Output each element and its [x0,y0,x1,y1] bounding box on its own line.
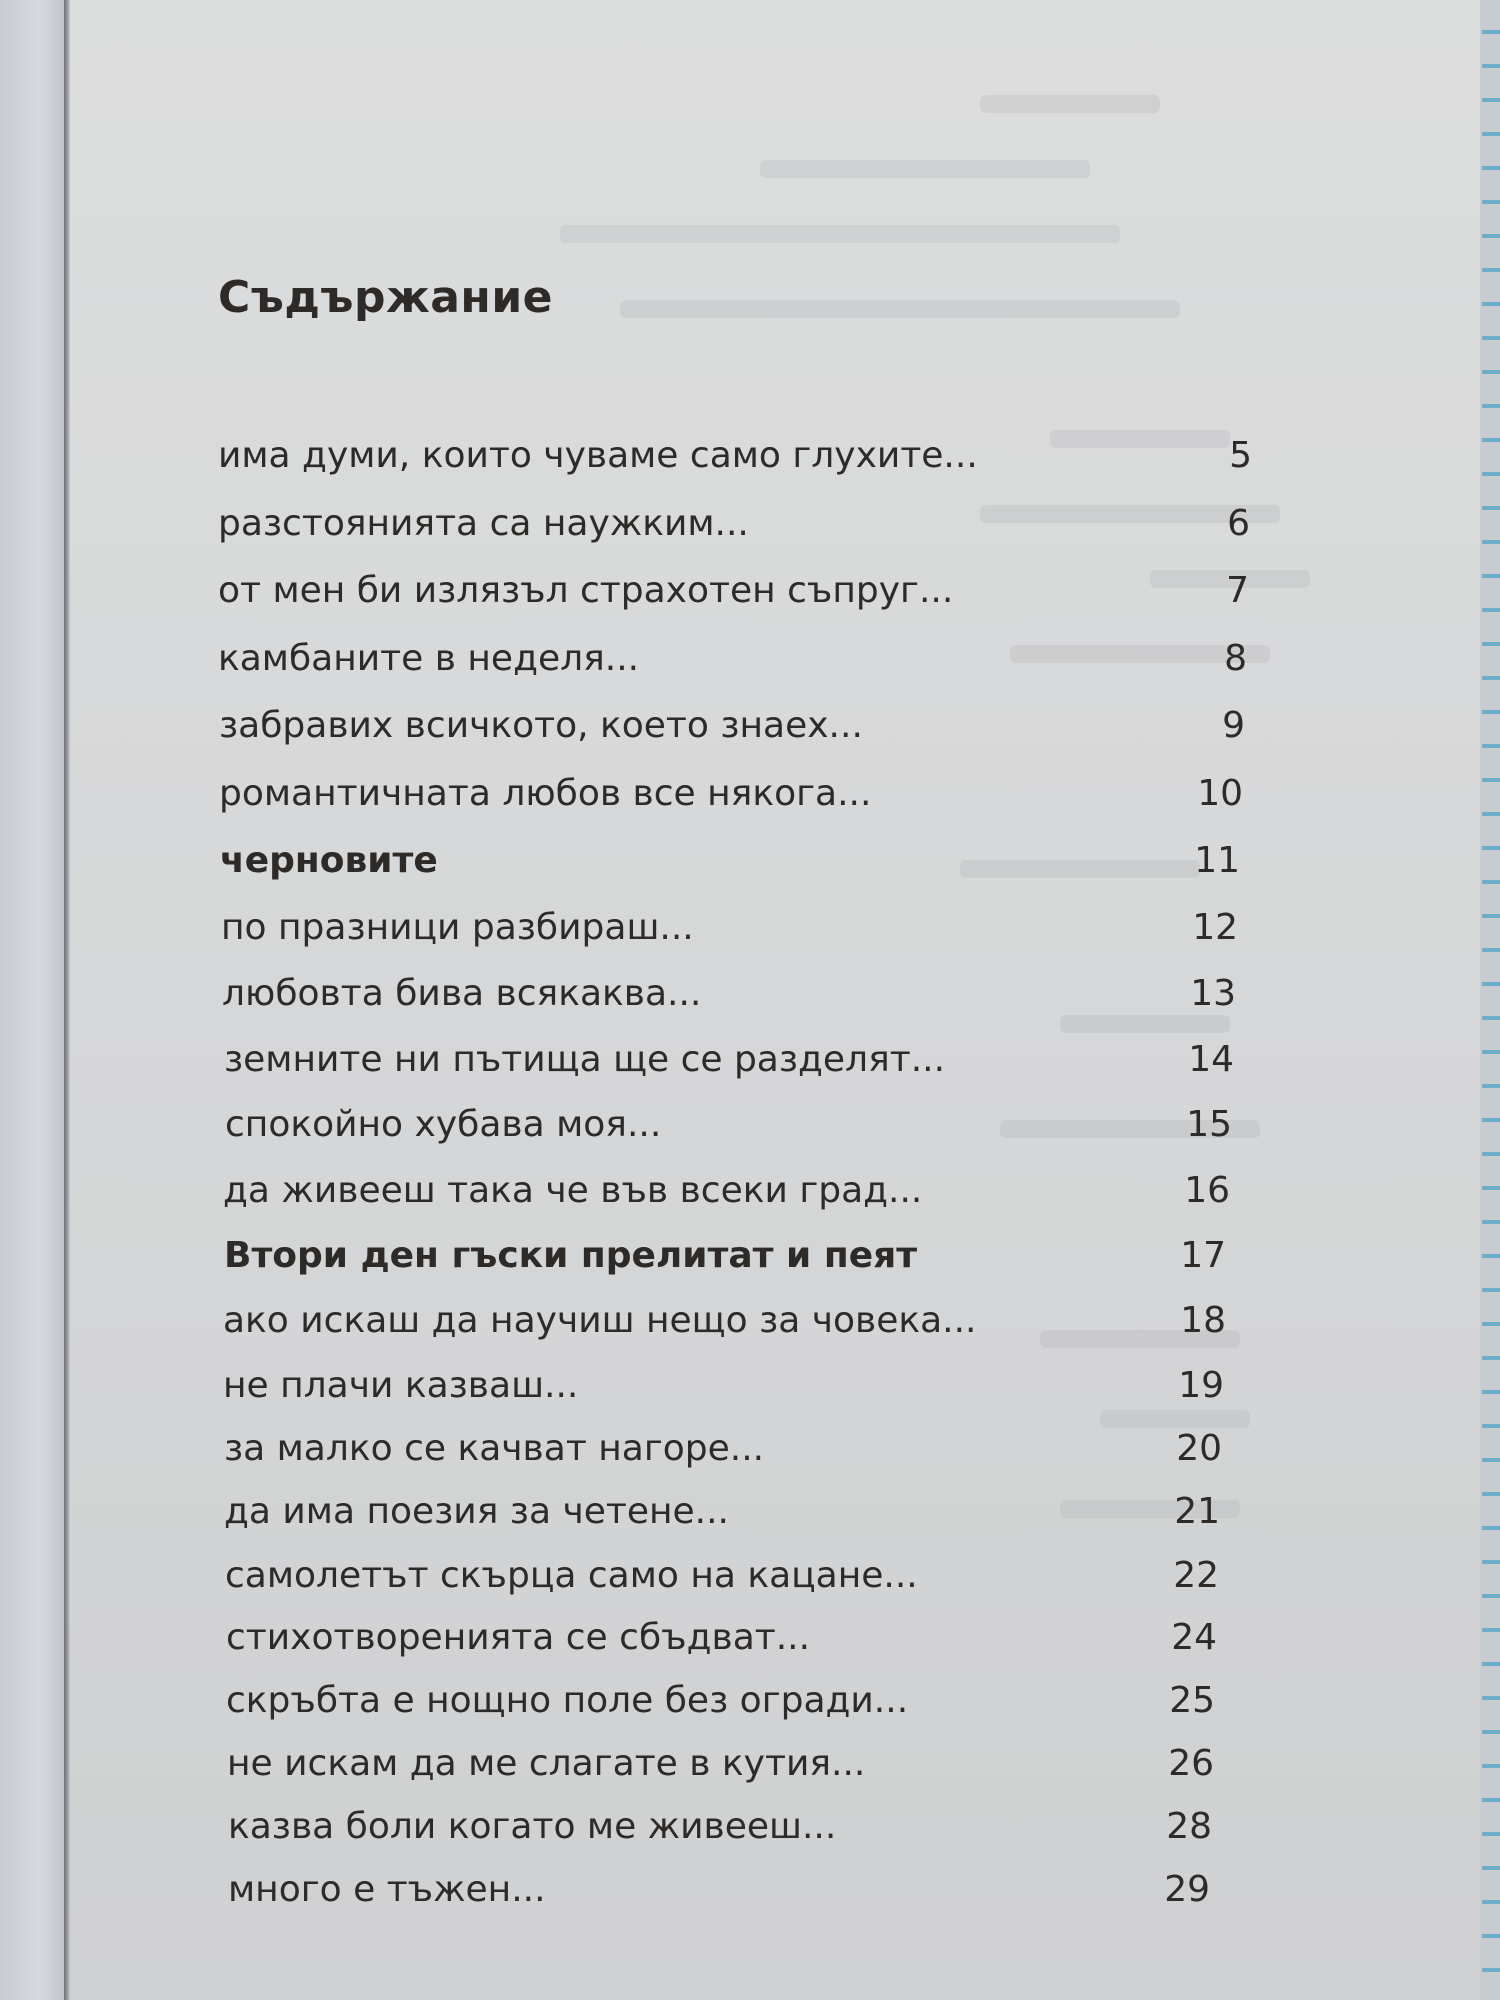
toc-entry [225,1097,1232,1153]
toc-page-number: 21 [1174,1491,1220,1532]
toc-entry-title: забравих всичкото, което знаех... [219,705,863,746]
toc-entry-title: за малко се качват нагоре... [224,1428,765,1469]
toc-entry-title: ако искаш да научиш нещо за човека... [223,1300,977,1341]
toc-page-number: 18 [1180,1300,1226,1341]
toc-entry [226,1673,1215,1729]
toc-page-number: 19 [1178,1365,1224,1406]
toc-entry-title: черновите [220,840,438,881]
toc-entry-title: спокойно хубава моя... [225,1104,662,1145]
toc-page-number: 22 [1173,1555,1219,1596]
toc-entry-title: много е тъжен... [228,1869,546,1910]
toc-page-number: 15 [1186,1104,1232,1145]
toc-entry [224,1484,1220,1540]
toc-page-number: 24 [1171,1617,1217,1658]
toc-entry-title: да живееш така че във всеки град... [223,1170,923,1211]
toc-entry [228,1862,1210,1918]
toc-entry [224,1032,1234,1088]
toc-section-entry [224,1228,1226,1284]
toc-entry-title: камбаните в неделя... [218,638,640,679]
toc-entry-title: любовта бива всякаква... [222,973,702,1014]
toc-page-number: 26 [1168,1743,1214,1784]
toc-entry [225,1548,1219,1604]
toc-page-number: 8 [1224,638,1247,679]
toc-page-number: 28 [1166,1806,1212,1847]
toc-entry [223,1358,1224,1414]
toc-entry-title: скръбта е нощно поле без огради... [226,1680,909,1721]
toc-entry [219,766,1243,822]
toc-entry-title: земните ни пътища ще се разделят... [224,1039,946,1080]
toc-page-number: 13 [1190,973,1236,1014]
toc-entry-title: самолетът скърца само на кацане... [225,1555,918,1596]
toc-page-number: 29 [1164,1869,1210,1910]
toc-page-number: 14 [1188,1039,1234,1080]
toc-page-number: 9 [1222,705,1245,746]
toc-entry-title: не плачи казваш... [223,1365,579,1406]
toc-page-number: 10 [1197,773,1243,814]
toc-page-number: 16 [1184,1170,1230,1211]
toc-entry-title: от мен би излязъл страхотен съпруг... [218,570,954,611]
toc-entry [223,1163,1230,1219]
toc-entry [222,966,1236,1022]
toc-page-number: 11 [1194,840,1240,881]
toc-entry [218,563,1249,619]
toc-entry [218,496,1250,552]
toc-entry [227,1736,1214,1792]
toc-entry-title: по празници разбираш... [221,907,694,948]
toc-entry-title: казва боли когато ме живееш... [228,1806,837,1847]
toc-entry-title: романтичната любов все някога... [219,773,872,814]
toc-entry-title: стихотворенията се сбъдват... [226,1617,811,1658]
toc-entry [228,1799,1212,1855]
toc-title: Съдържание [218,272,553,323]
toc-entry-title: има думи, които чуваме само глухите... [218,435,978,476]
toc-entry-title: да има поезия за четене... [224,1491,730,1532]
toc-entry [218,428,1252,484]
toc-page-number: 20 [1176,1428,1222,1469]
toc-page-number: 12 [1192,907,1238,948]
toc-entry [219,698,1245,754]
toc-page-number: 25 [1169,1680,1215,1721]
toc-entry [223,1293,1226,1349]
toc-entry-title: разстоянията са наужким... [218,503,749,544]
toc-page-number: 6 [1227,503,1250,544]
toc-entry [224,1421,1222,1477]
toc-page-number: 7 [1226,570,1249,611]
toc-page-number: 5 [1229,435,1252,476]
toc-entry [226,1610,1217,1666]
toc-entry-title: не искам да ме слагате в кутия... [227,1743,866,1784]
toc-entry [218,631,1247,687]
toc-entry [221,900,1238,956]
toc-page-number: 17 [1180,1235,1226,1276]
toc-section-entry [220,833,1240,889]
toc-entry-title: Втори ден гъски прелитат и пеят [224,1235,918,1276]
